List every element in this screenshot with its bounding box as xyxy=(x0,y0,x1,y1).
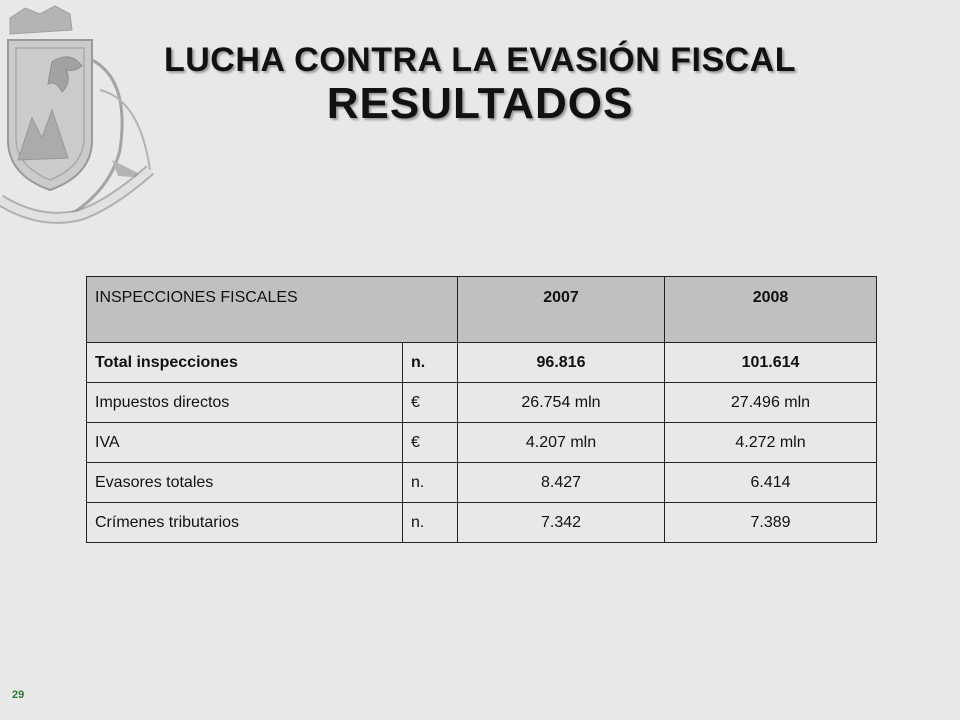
row-value-2008: 6.414 xyxy=(665,463,877,503)
row-unit: € xyxy=(403,423,458,463)
row-value-2007: 7.342 xyxy=(458,503,665,543)
row-value-2008: 101.614 xyxy=(665,343,877,383)
row-value-2007: 26.754 mln xyxy=(458,383,665,423)
row-value-2007: 4.207 mln xyxy=(458,423,665,463)
row-value-2008: 7.389 xyxy=(665,503,877,543)
title-block xyxy=(90,40,870,128)
row-unit: n. xyxy=(403,343,458,383)
row-value-2007: 96.816 xyxy=(458,343,665,383)
row-unit: n. xyxy=(403,463,458,503)
row-value-2008: 4.272 mln xyxy=(665,423,877,463)
row-label: Impuestos directos xyxy=(87,383,403,423)
row-unit: n. xyxy=(403,503,458,543)
table-row xyxy=(87,503,877,543)
table-row xyxy=(87,343,877,383)
header-year-2007: 2007 xyxy=(458,277,665,343)
row-label: Evasores totales xyxy=(87,463,403,503)
slide-title: LUCHA CONTRA LA EVASIÓN FISCAL xyxy=(163,41,796,79)
header-year-2008: 2008 xyxy=(665,277,877,343)
page-number: 29 xyxy=(12,689,25,701)
table-row xyxy=(87,423,877,463)
table-row xyxy=(87,463,877,503)
row-label: Total inspecciones xyxy=(87,343,403,383)
row-unit: € xyxy=(403,383,458,423)
row-value-2008: 27.496 mln xyxy=(665,383,877,423)
row-label: Crímenes tributarios xyxy=(87,503,403,543)
row-label: IVA xyxy=(87,423,403,463)
slide-subtitle: RESULTADOS xyxy=(326,79,634,128)
header-label: INSPECCIONES FISCALES xyxy=(87,277,458,343)
table-header-row xyxy=(87,277,877,343)
inspections-table xyxy=(86,276,877,543)
row-value-2007: 8.427 xyxy=(458,463,665,503)
table-row xyxy=(87,383,877,423)
